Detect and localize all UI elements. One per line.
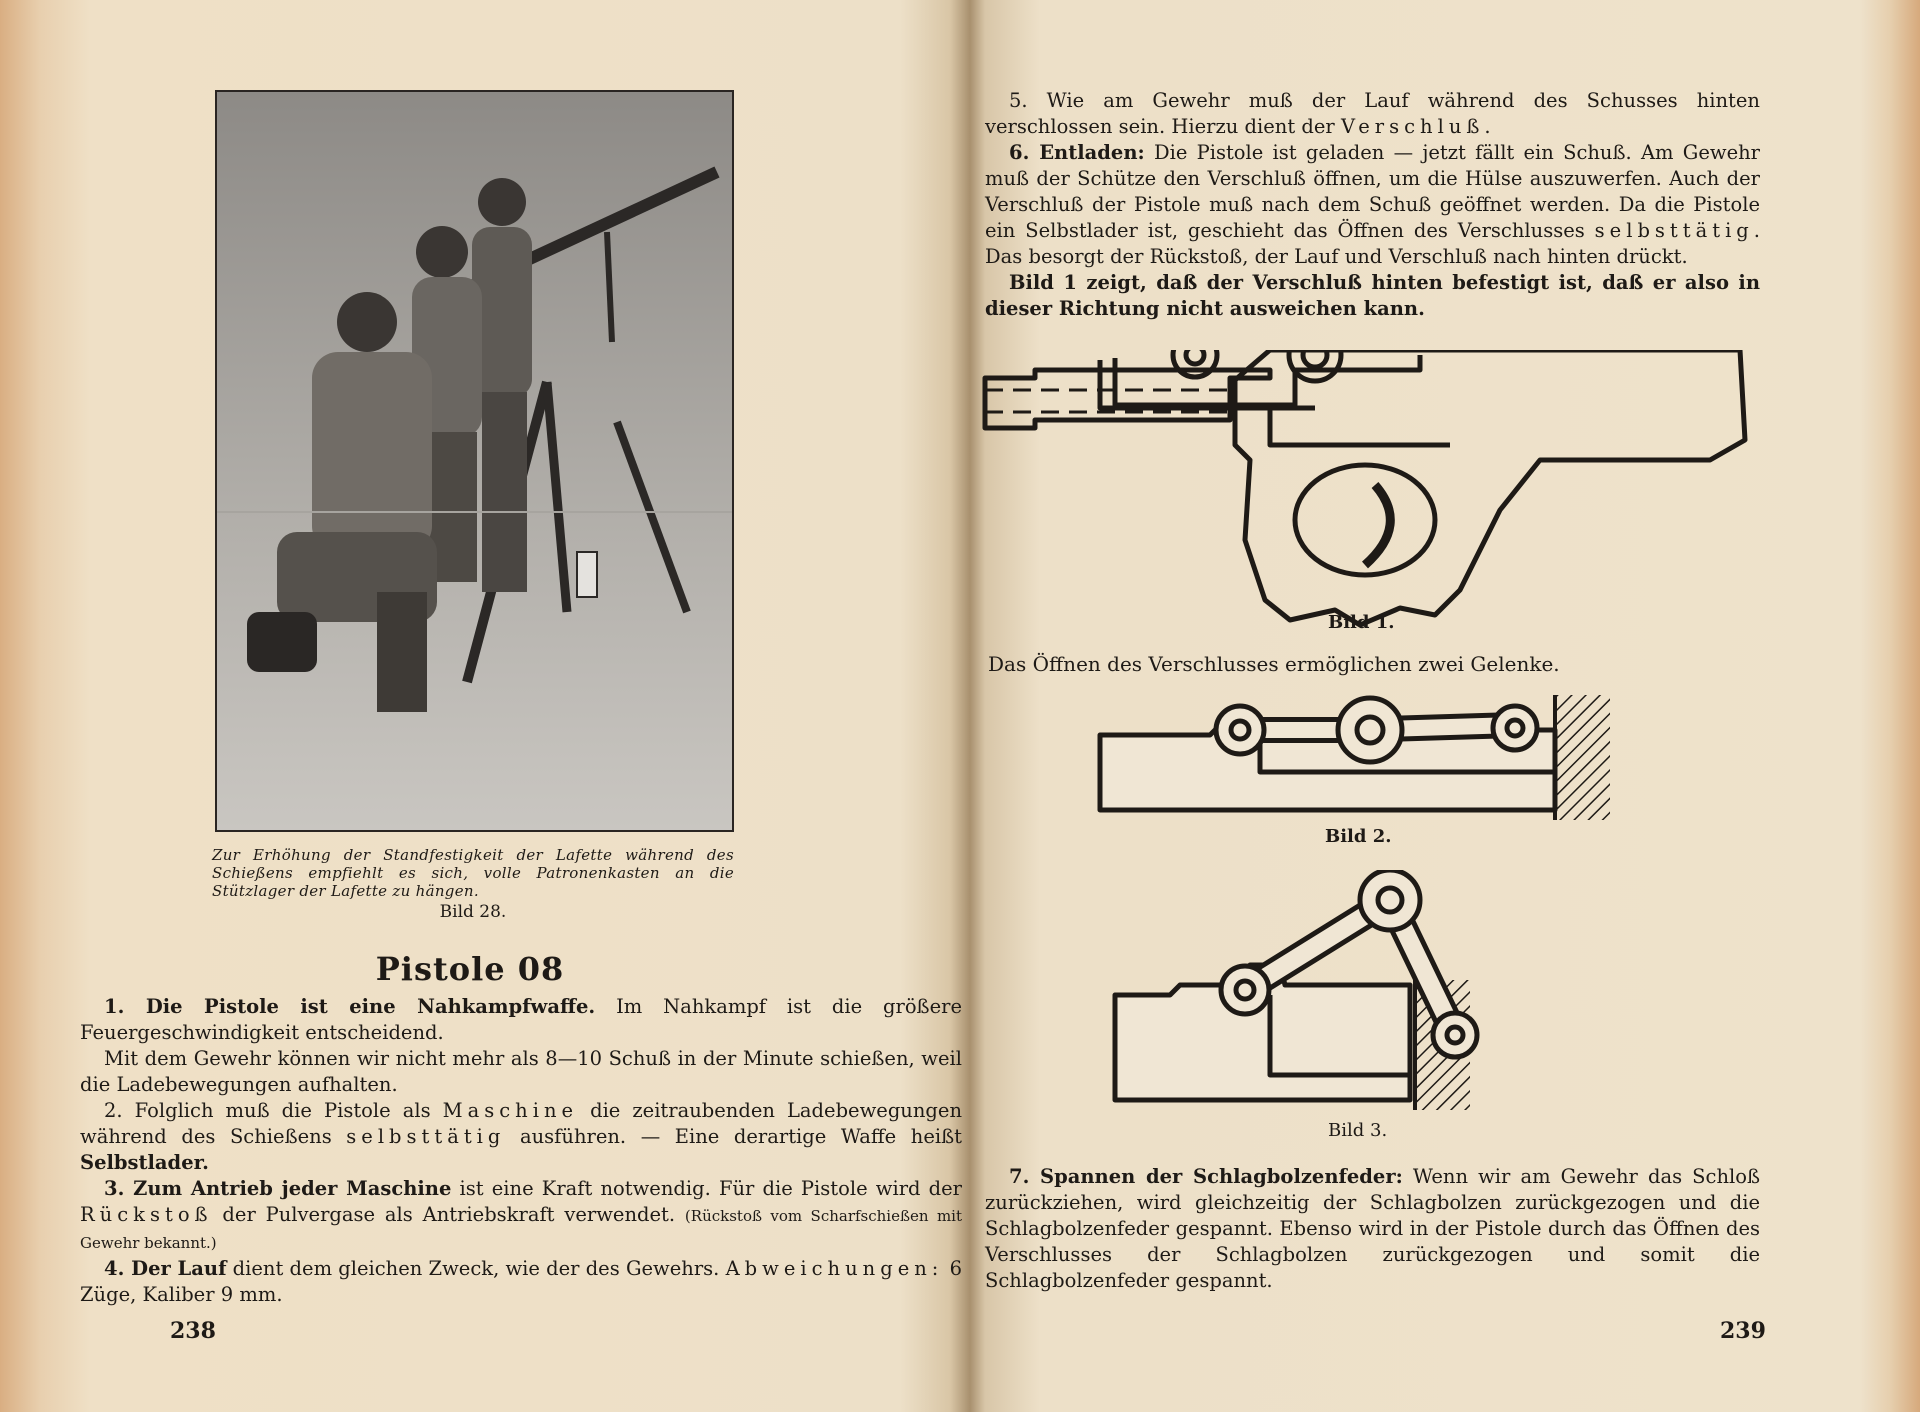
right-body-text-bottom [985,1164,1760,1294]
spaced-run: Rückstoß [80,1203,213,1226]
spaced-run: Verschluß [1340,115,1485,138]
text-run: ausführen. — Eine derartige Waffe heißt [505,1125,962,1148]
page-number-right: 239 [1720,1318,1766,1344]
text-run: . Das besorgt der Rückstoß, der Lauf und Verschluß nach hinten drückt. [985,219,1760,268]
text-run: 5. Wie am Gewehr muß der Lauf während des Schusses hinten verschlossen sein. Hierzu dient der [985,89,1760,138]
bold-run: 6. Entladen: [1009,141,1145,164]
paragraph [80,1098,962,1176]
diagram-bild-2 [1095,690,1630,825]
paragraph [985,140,1760,270]
text-run: 2. Folglich muß die Pistole als [104,1099,443,1122]
paragraph [80,994,962,1046]
spaced-run: selbsttätig [346,1125,506,1148]
paragraph: Mit dem Gewehr können wir nicht mehr als 8—10 Schuß in der Minute schießen, weil die Ladebewegungen aufhalten. [80,1047,962,1096]
text-run: Im Nahkampf ist die größere Feuergeschwindigkeit entscheidend. [80,995,962,1044]
paragraph [985,1164,1760,1294]
text-run: der Pulvergase als Antriebskraft verwendet. [212,1203,685,1226]
bold-run: 4. Der Lauf [104,1257,227,1280]
section-title: Pistole 08 [375,950,565,988]
text-run: ist eine Kraft notwendig. Für die Pistole wird der [451,1177,962,1200]
left-body-text [80,994,962,1308]
small-run: (Rückstoß vom Scharfschießen mit Gewehr bekannt.) [80,1207,962,1252]
paragraph: Bild 1 zeigt, daß der Verschluß hinten befestigt ist, daß er also in dieser Richtung nicht ausweichen kann. [985,271,1760,320]
fig2-label: Bild 2. [1325,826,1392,847]
between-text: Das Öffnen des Verschlusses ermöglichen zwei Gelenke. [988,652,1560,676]
bold-run: 1. Die Pistole ist eine Nahkampfwaffe. [104,995,596,1018]
text-run: Wenn wir am Gewehr das Schloß zurückziehen, wird gleichzeitig der Schlagbolzen zurückgezogen und die Schlagbolzenfeder gespannt. Ebenso wird in der Pistole durch das Öffnen des Verschlusses der Schlagbolzen zurückgezogen und somit die Schlagbolzenfeder gespannt. [985,1165,1761,1292]
spaced-run: selbsttätig [1594,219,1754,242]
paragraph [80,1256,962,1308]
text-run: dient dem gleichen Zweck, wie der des Gewehrs. [226,1257,726,1280]
fig1-label: Bild 1. [1328,612,1395,633]
spaced-run: Abweichungen: [725,1257,944,1280]
bold-run: Selbstlader. [80,1151,209,1174]
fig3-label: Bild 3. [1328,1120,1388,1141]
diagram-bild-3 [1110,870,1500,1110]
text-run: . [1484,115,1491,138]
text-run: Die Pistole ist geladen — jetzt fällt ein Schuß. Am Gewehr muß der Schütze den Verschluß öffnen, um die Hülse auszuwerfen. Auch der Verschluß der Pistole muß nach dem Schuß geöffnet werden. Da die Pistole ein Selbstlader ist, geschieht das Öffnen des Verschlusses [985,141,1760,242]
right-body-text-top [985,88,1760,322]
page-number-left: 238 [170,1318,216,1344]
diagram-bild-1 [980,350,1760,650]
photo [215,90,734,832]
bold-run: 3. Zum Antrieb jeder Maschine [104,1177,452,1200]
photo-label: Bild 28. [439,902,507,922]
spaced-run: Maschine [442,1099,579,1122]
paragraph [985,88,1760,140]
bold-run: 7. Spannen der Schlagbolzenfeder: [1009,1165,1403,1188]
text-run: 6 Züge, Kaliber 9 mm. [80,1257,963,1306]
paragraph [80,1176,962,1256]
text-run: die zeitraubenden Ladebewegungen während des Schießens [80,1099,963,1148]
photo-caption: Zur Erhöhung der Standfestigkeit der Lafette während des Schießens empfiehlt es sich, volle Patronenkasten an die Stützlager der Lafette zu hängen. [212,846,734,900]
